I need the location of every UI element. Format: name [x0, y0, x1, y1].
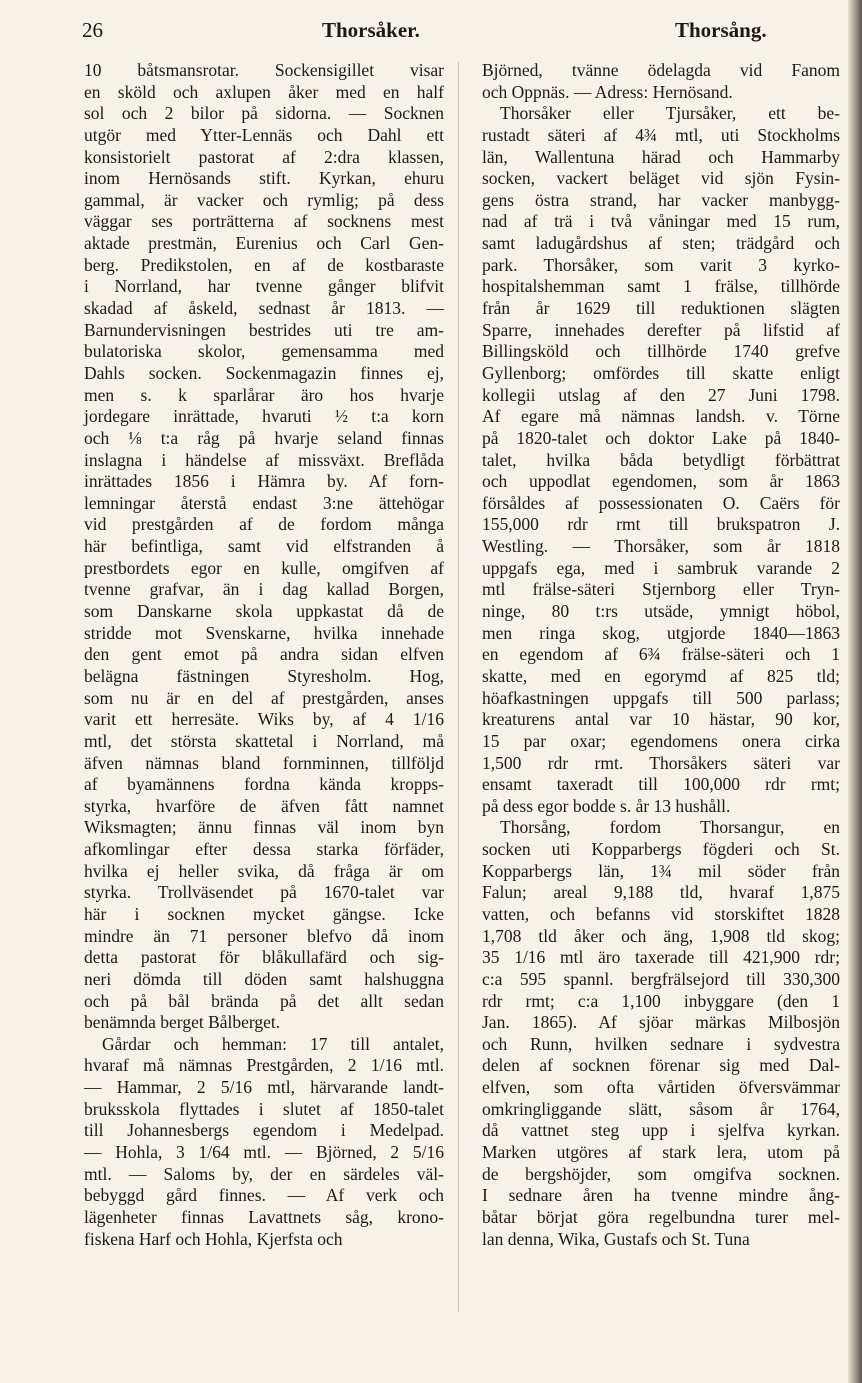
text-line: höafkastningen uppgafs till 500 parlass;: [482, 687, 840, 708]
text-line: lägenheter finnas Lavattnets såg, krono-: [84, 1206, 444, 1227]
text-line: Jan. 1865). Af sjöar märkas Milbosjön: [482, 1012, 840, 1033]
text-line: här befintliga, samt vid elfstranden å: [84, 536, 444, 557]
text-line: omkringliggande slätt, såsom år 1764,: [482, 1098, 840, 1119]
text-line: Af egare må nämnas landsh. v. Törne: [482, 406, 840, 427]
text-line: nad af trä i två våningar med 15 rum,: [482, 211, 840, 232]
page-number: 26: [82, 18, 103, 42]
text-line: — Hammar, 2 5/16 mtl, härvarande landt-: [84, 1077, 444, 1098]
running-head-right: Thorsång.: [675, 18, 767, 42]
text-line: och på bål brända på det allt sedan: [84, 990, 444, 1011]
text-line: kreaturens antal var 10 hästar, 90 kor,: [482, 709, 840, 730]
text-line: talet, hvilka båda betydligt förbättrat: [482, 449, 840, 470]
text-line: jordegare inrättade, hvaruti ½ t:a korn: [84, 406, 444, 427]
text-line: Billingsköld och tillhörde 1740 grefve: [482, 341, 840, 362]
text-line: gammal, är vacker och rymlig; på dess: [84, 189, 444, 210]
text-line: styrka, hvarföre de äfven fått namnet: [84, 795, 444, 816]
text-line: Gyllenborg; omfördes till skatte enligt: [482, 362, 840, 383]
text-line: från år 1629 till reduktionen slägten: [482, 298, 840, 319]
text-line: Kopparbergs län, 1¾ mil söder från: [482, 860, 840, 881]
text-line: men s. k sparlårar äro hos hvarje: [84, 384, 444, 405]
text-line: mindre än 71 personer blefvo då inom: [84, 925, 444, 946]
text-line: Westling. — Thorsåker, som år 1818: [482, 536, 840, 557]
text-line: lan denna, Wika, Gustafs och St. Tuna: [482, 1228, 750, 1249]
text-line: lemningar återstå endast 3:ne ättehögar: [84, 492, 444, 513]
text-line: fiskena Harf och Hohla, Kjerfsta och: [84, 1228, 343, 1249]
text-line: gens östra strand, har vacker manbygg-: [482, 189, 840, 210]
text-line: då vattnet steg upp i sjelfva kyrkan.: [482, 1120, 840, 1141]
text-line: till Johannesbergs egendom i Medelpad.: [84, 1120, 444, 1141]
text-line: bebyggd gård finnes. — Af verk och: [84, 1185, 444, 1206]
text-line: hvilka ej heller svika, då fråga är om: [84, 860, 444, 881]
text-line: väggar ses porträtterna af socknens mest: [84, 211, 444, 232]
text-line: 155,000 rdr rmt till brukspatron J.: [482, 514, 840, 535]
text-line: utgör med Ytter-Lennäs och Dahl ett: [84, 124, 444, 145]
text-line: Wiksmagten; ännu finnas väl inom byn: [84, 817, 444, 838]
page-header: [82, 18, 822, 50]
text-line: mtl. — Saloms by, der en särdeles väl-: [84, 1163, 444, 1184]
text-line: rustadt säteri af 4¾ mtl, uti Stockholms: [482, 124, 840, 145]
text-line: — Hohla, 3 1/64 mtl. — Björned, 2 5/16: [84, 1142, 444, 1163]
text-line: en egendom af 6¾ frälse-säteri och 1: [482, 644, 840, 665]
text-line: c:a 595 spannl. bergfrälsejord till 330,300: [482, 968, 840, 989]
text-line: aktade prestmän, Eurenius och Carl Gen-: [84, 233, 444, 254]
text-line: båtar börjat göra regelbundna turer mel-: [482, 1206, 840, 1227]
text-line: inrättades 1856 i Hämra by. Af forn-: [84, 471, 444, 492]
text-line: hospitalshemman samt 1 frälse, tillhörde: [482, 276, 840, 297]
text-line: på 1820-talet och doktor Lake på 1840-: [482, 427, 840, 448]
text-line: den gent emot på andra sidan elfven: [84, 644, 444, 665]
text-line: prestbordets egor en kulle, omgifven af: [84, 557, 444, 578]
text-line: konsistorielt pastorat af 2:dra klassen,: [84, 146, 444, 167]
text-line: afkomlingar efter dessa starka förfäder,: [84, 839, 444, 860]
text-line: Marken utgöres af stark lera, utom på: [482, 1142, 840, 1163]
column-divider: [458, 62, 459, 1312]
text-line: de bergshöjder, som omgifva socknen.: [482, 1163, 840, 1184]
text-line: 35 1/16 mtl äro taxerade till 421,900 rdr;: [482, 947, 840, 968]
text-line: rdr rmt; c:a 1,100 inbyggare (den 1: [482, 990, 840, 1011]
text-line: sol och 2 bilor på sidorna. — Socknen: [84, 103, 444, 124]
text-line: 15 par oxar; egendomens onera cirka: [482, 730, 840, 751]
text-line: Thorsåker eller Tjursåker, ett be-: [500, 103, 840, 124]
text-line: socken, vackert beläget vid sjön Fysin-: [482, 168, 840, 189]
text-line: skadad af åskeld, sednast år 1813. —: [84, 298, 444, 319]
text-line: mtl, det största skattetal i Norrland, må: [84, 730, 444, 751]
text-line: bulatoriska skolor, gemensamma med: [84, 341, 444, 362]
text-line: hvaraf må nämnas Prestgården, 2 1/16 mtl.: [84, 1055, 444, 1076]
right-column: [482, 60, 840, 1250]
text-line: varit ett herresäte. Wiks by, af 4 1/16: [84, 709, 444, 730]
text-line: Dahls socken. Sockenmagazin finnes ej,: [84, 362, 444, 383]
text-line: mtl frälse-säteri Stjernborg eller Tryn-: [482, 579, 840, 600]
text-line: vid prestgården af de fordom många: [84, 514, 444, 535]
text-line: äfven nämnas bland fornminnen, tillföljd: [84, 752, 444, 773]
text-line: inom Hernösands stift. Kyrkan, ehuru: [84, 168, 444, 189]
text-line: och Oppnäs. — Adress: Hernösand.: [482, 81, 733, 102]
text-line: och ⅛ t:a råg på hvarje seland finnas: [84, 427, 444, 448]
text-line: men ringa skog, utgjorde 1840—1863: [482, 622, 840, 643]
text-line: försåldes af possessionaten O. Caërs för: [482, 492, 840, 513]
text-line: samt ladugårdshus af sten; trädgård och: [482, 233, 840, 254]
text-line: Thorsång, fordom Thorsangur, en: [500, 817, 840, 838]
text-line: Falun; areal 9,188 tld, hvaraf 1,875: [482, 882, 840, 903]
text-line: län, Wallentuna härad och Hammarby: [482, 146, 840, 167]
text-line: Björned, tvänne ödelagda vid Fanom: [482, 60, 840, 80]
left-column: [84, 60, 444, 1250]
text-line: tvenne grafvar, än i dag kallad Borgen,: [84, 579, 444, 600]
text-line: detta pastorat för blåkullafärd och sig-: [84, 947, 444, 968]
text-line: här i socknen mycket gängse. Icke: [84, 903, 444, 924]
page-edge: [848, 0, 862, 1383]
text-line: 1,500 rdr rmt. Thorsåkers säteri var: [482, 752, 840, 773]
text-line: på dess egor bodde s. år 13 hushåll.: [482, 795, 731, 816]
text-line: elfven, som ofta vårtiden öfversvämmar: [482, 1077, 840, 1098]
text-line: bruksskola flyttades i slutet af 1850-talet: [84, 1098, 444, 1119]
text-line: ensamt taxeradt till 100,000 rdr rmt;: [482, 774, 840, 795]
text-line: delen af socknen förenar sig med Dal-: [482, 1055, 840, 1076]
text-line: och Runn, hvilken sednare i sydvestra: [482, 1033, 840, 1054]
text-line: park. Thorsåker, som varit 3 kyrko-: [482, 254, 840, 275]
text-line: I sednare åren ha tvenne mindre ång-: [482, 1185, 840, 1206]
text-line: en sköld och axlupen åker med en half: [84, 81, 444, 102]
text-line: Gårdar och hemman: 17 till antalet,: [102, 1033, 444, 1054]
text-line: som Danskarne skola uppkastat då de: [84, 601, 444, 622]
text-line: styrka. Trollväsendet på 1670-talet var: [84, 882, 444, 903]
text-line: af byamännens fordna kända kropps-: [84, 774, 444, 795]
text-line: stridde mot Svenskarne, hvilka innehade: [84, 622, 444, 643]
text-line: uppgafs ega, med i sambruk varande 2: [482, 557, 840, 578]
text-line: kollegii utslag af den 27 Juni 1798.: [482, 384, 840, 405]
text-line: ninge, 80 t:rs utsäde, ymnigt höbol,: [482, 601, 840, 622]
text-line: berg. Predikstolen, en af de kostbaraste: [84, 254, 444, 275]
text-line: skatte, med en egorymd af 825 tld;: [482, 665, 840, 686]
text-line: Barnundervisningen bestrides uti tre am-: [84, 319, 444, 340]
text-line: socken uti Kopparbergs fögderi och St.: [482, 839, 840, 860]
text-line: belägna fästningen Styresholm. Hog,: [84, 665, 444, 686]
text-line: 1,708 tld åker och äng, 1,908 tld skog;: [482, 925, 840, 946]
running-head-left: Thorsåker.: [322, 18, 420, 42]
text-line: i Norrland, har tvenne gånger blifvit: [84, 276, 444, 297]
text-line: inslagna i händelse af missväxt. Breflåda: [84, 449, 444, 470]
text-line: och uppodlat egendomen, som år 1863: [482, 471, 840, 492]
text-line: vatten, och befanns vid storskiftet 1828: [482, 903, 840, 924]
text-line: som nu är en del af prestgården, anses: [84, 687, 444, 708]
text-line: 10 båtsmansrotar. Sockensigillet visar: [84, 60, 444, 80]
text-line: neri dömda till döden samt halshuggna: [84, 968, 444, 989]
text-line: benämnda berget Bålberget.: [84, 1012, 281, 1033]
text-line: Sparre, innehades derefter på lifstid af: [482, 319, 840, 340]
